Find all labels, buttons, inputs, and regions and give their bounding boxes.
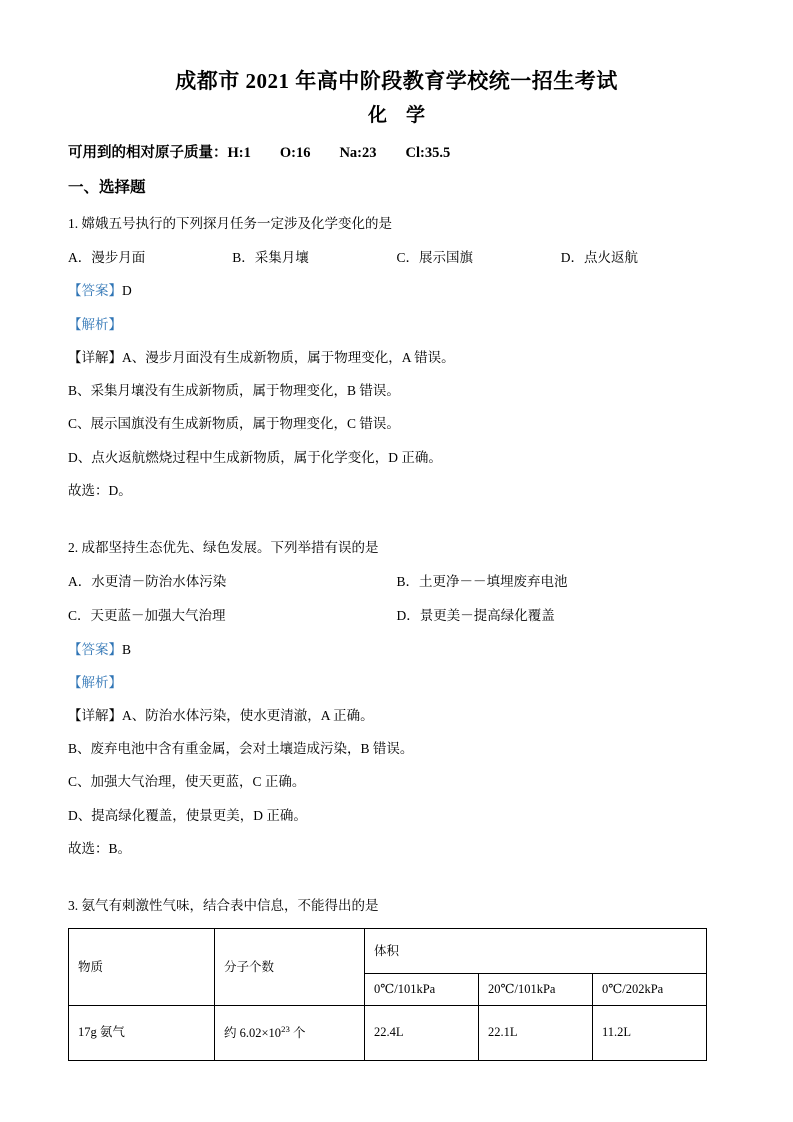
analysis-line [68,659,725,692]
option-b[interactable]: B．土更净－－填埋废弃电池 [396,574,568,590]
header-substance: 物质 [69,929,215,1005]
question-stem: 3. 氨气有刺激性气味，结合表中信息，不能得出的是 [68,898,379,914]
question-spacer [68,858,725,880]
detail-line: C、展示国旗没有生成新物质，属于物理变化，C 错误。 [68,416,400,432]
header-condition-3: 0℃/202kPa [593,974,707,1005]
answer-marker: 【答案】 [68,641,122,657]
detail-line: B、采集月壤没有生成新物质，属于物理变化，B 错误。 [68,383,400,399]
option-row [68,557,725,591]
answer-line [68,626,725,659]
option-d[interactable]: D．景更美－提高绿化覆盖 [396,608,555,624]
cell-volume-1: 22.4L [365,1005,479,1060]
detail-text: A、防治水体污染，使水更清澈，A 正确。 [122,708,374,724]
info-table-wrapper [68,915,725,1060]
conclusion-line: 故选：D。 [68,482,132,498]
detail-marker: 【详解】 [68,708,122,724]
analysis-marker: 【解析】 [68,674,122,690]
molecule-count-suffix: 个 [289,1026,306,1041]
table-row [69,929,707,974]
detail-line [68,692,725,725]
answer-value: D [122,283,132,299]
header-condition-1: 0℃/101kPa [365,974,479,1005]
answer-line [68,267,725,300]
detail-line: D、提高绿化覆盖，使景更美，D 正确。 [68,807,307,823]
header-condition-2: 20℃/101kPa [479,974,593,1005]
relative-atomic-mass-line: 可用到的相对原子质量：H:1 O:16 Na:23 Cl:35.5 [68,145,451,161]
option-c[interactable]: C．天更蓝－加强大气治理 [68,608,226,624]
cell-volume-3: 11.2L [593,1005,707,1060]
analysis-line [68,301,725,334]
option-a[interactable]: A．漫步月面 [68,250,146,266]
question-stem: 1. 嫦娥五号执行的下列探月任务一定涉及化学变化的是 [68,215,392,231]
molecule-count-prefix: 约 6.02×10 [224,1026,282,1041]
header-molecule-count: 分子个数 [215,929,365,1005]
option-row [68,233,725,267]
option-d[interactable]: D．点火返航 [560,250,638,266]
detail-line: C、加强大气治理，使天更蓝，C 正确。 [68,774,306,790]
detail-line: B、废弃电池中含有重金属，会对土壤造成污染，B 错误。 [68,741,414,757]
question-spacer [68,500,725,522]
gas-volume-table [68,928,707,1060]
answer-marker: 【答案】 [68,283,122,299]
detail-line [68,334,725,367]
option-row [68,591,725,625]
question-block-3 [68,880,725,1060]
cell-volume-2: 22.1L [479,1005,593,1060]
page-content [68,0,725,1061]
question-block-1 [68,198,725,500]
question-block-2 [68,522,725,858]
cell-molecule-count [215,1005,365,1060]
answer-value: B [122,641,132,657]
subject-subtitle: 化 学 [367,105,425,127]
detail-marker: 【详解】 [68,349,122,365]
table-row [69,1005,707,1060]
page-title: 成都市 2021 年高中阶段教育学校统一招生考试 [175,69,618,93]
analysis-marker: 【解析】 [68,316,122,332]
cell-substance: 17g 氨气 [69,1005,215,1060]
section-heading-multiple-choice: 一、选择题 [68,178,146,196]
molecule-count-exponent: 23 [281,1023,290,1034]
conclusion-line: 故选：B。 [68,840,132,856]
detail-text: A、漫步月面没有生成新物质，属于物理变化，A 错误。 [122,349,455,365]
header-volume: 体积 [365,929,707,974]
option-b[interactable]: B．采集月壤 [232,250,309,266]
option-c[interactable]: C．展示国旗 [396,250,474,266]
detail-line: D、点火返航燃烧过程中生成新物质，属于化学变化，D 正确。 [68,449,442,465]
question-stem: 2. 成都坚持生态优先、绿色发展。下列举措有误的是 [68,539,379,555]
option-a[interactable]: A．水更清－防治水体污染 [68,574,227,590]
